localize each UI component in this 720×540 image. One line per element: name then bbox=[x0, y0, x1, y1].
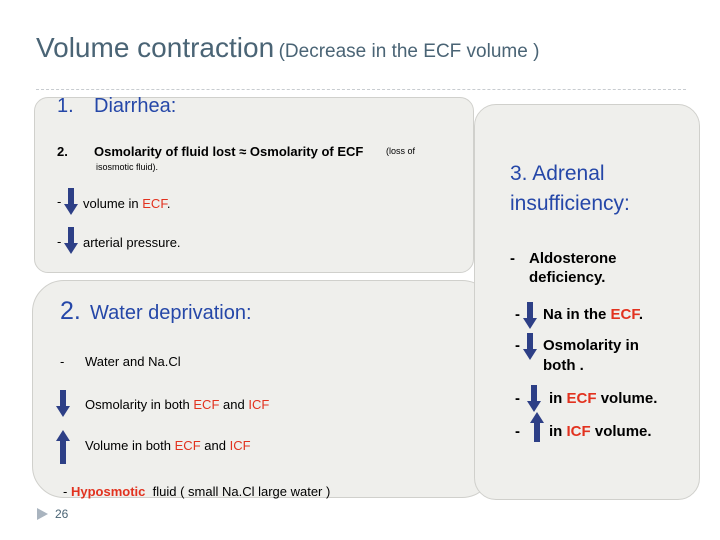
osmolarity-note: (loss of bbox=[386, 146, 416, 156]
title-main: Volume contraction bbox=[36, 32, 275, 63]
title-sub: (Decrease in the ECF volume ) bbox=[278, 41, 540, 62]
aldo-dash: - bbox=[510, 250, 515, 267]
diarrhea-heading: Diarrhea: bbox=[94, 95, 177, 117]
osm-line-2: both . bbox=[543, 357, 584, 374]
ecf-dash: - bbox=[515, 390, 520, 407]
title-divider bbox=[36, 89, 686, 90]
slide-marker-icon bbox=[37, 508, 48, 520]
water-nacl-line: Water and Na.Cl bbox=[85, 354, 181, 369]
up-arrow-icon bbox=[56, 430, 70, 464]
slide-number: 26 bbox=[55, 507, 69, 521]
osmolarity-statement: Osmolarity of fluid lost ≈ Osmolarity of ECF bbox=[94, 144, 364, 159]
down-arrow-icon bbox=[64, 188, 78, 216]
aldo-line-2: deficiency. bbox=[529, 269, 606, 286]
down-arrow-icon bbox=[523, 333, 537, 361]
icf-dash: - bbox=[515, 423, 520, 440]
osmolarity-item-number: 2. bbox=[57, 144, 68, 159]
up-arrow-icon bbox=[530, 412, 544, 442]
water-dash-1: - bbox=[60, 354, 65, 369]
icf-volume-line: in ICF volume. bbox=[549, 423, 652, 440]
down-arrow-icon bbox=[523, 302, 537, 330]
water-volume-line: Volume in both ECF and ICF bbox=[85, 438, 251, 453]
osm-line-1: Osmolarity in bbox=[543, 337, 639, 354]
diarrhea-pressure-line: arterial pressure. bbox=[83, 235, 181, 250]
water-osmolarity-line: Osmolarity in both ECF and ICF bbox=[85, 397, 270, 412]
osm-dash: - bbox=[515, 337, 520, 354]
down-arrow-icon bbox=[56, 390, 70, 418]
na-line: Na in the ECF. bbox=[543, 306, 644, 323]
osmolarity-note-continued: isosmotic fluid). bbox=[96, 162, 159, 172]
ecf-volume-line: in ECF volume. bbox=[549, 390, 658, 407]
adrenal-heading-line-1: 3. Adrenal bbox=[510, 162, 605, 185]
slide-title bbox=[36, 32, 539, 64]
down-arrow-icon bbox=[64, 227, 78, 255]
diarrhea-heading-number: 1. bbox=[57, 95, 74, 117]
water-heading: Water deprivation: bbox=[90, 302, 252, 324]
adrenal-heading-line-2: insufficiency: bbox=[510, 192, 630, 215]
diarrhea-volume-line: volume in ECF. bbox=[83, 196, 171, 211]
diarrhea-dash-1: - bbox=[57, 194, 62, 209]
down-arrow-icon bbox=[527, 385, 541, 413]
water-heading-number: 2. bbox=[60, 297, 81, 325]
water-footer: - Hyposmotic fluid ( small Na.Cl large water ) bbox=[63, 484, 331, 499]
diarrhea-dash-2: - bbox=[57, 234, 62, 249]
aldo-line-1: Aldosterone bbox=[529, 250, 617, 267]
na-dash: - bbox=[515, 306, 520, 323]
